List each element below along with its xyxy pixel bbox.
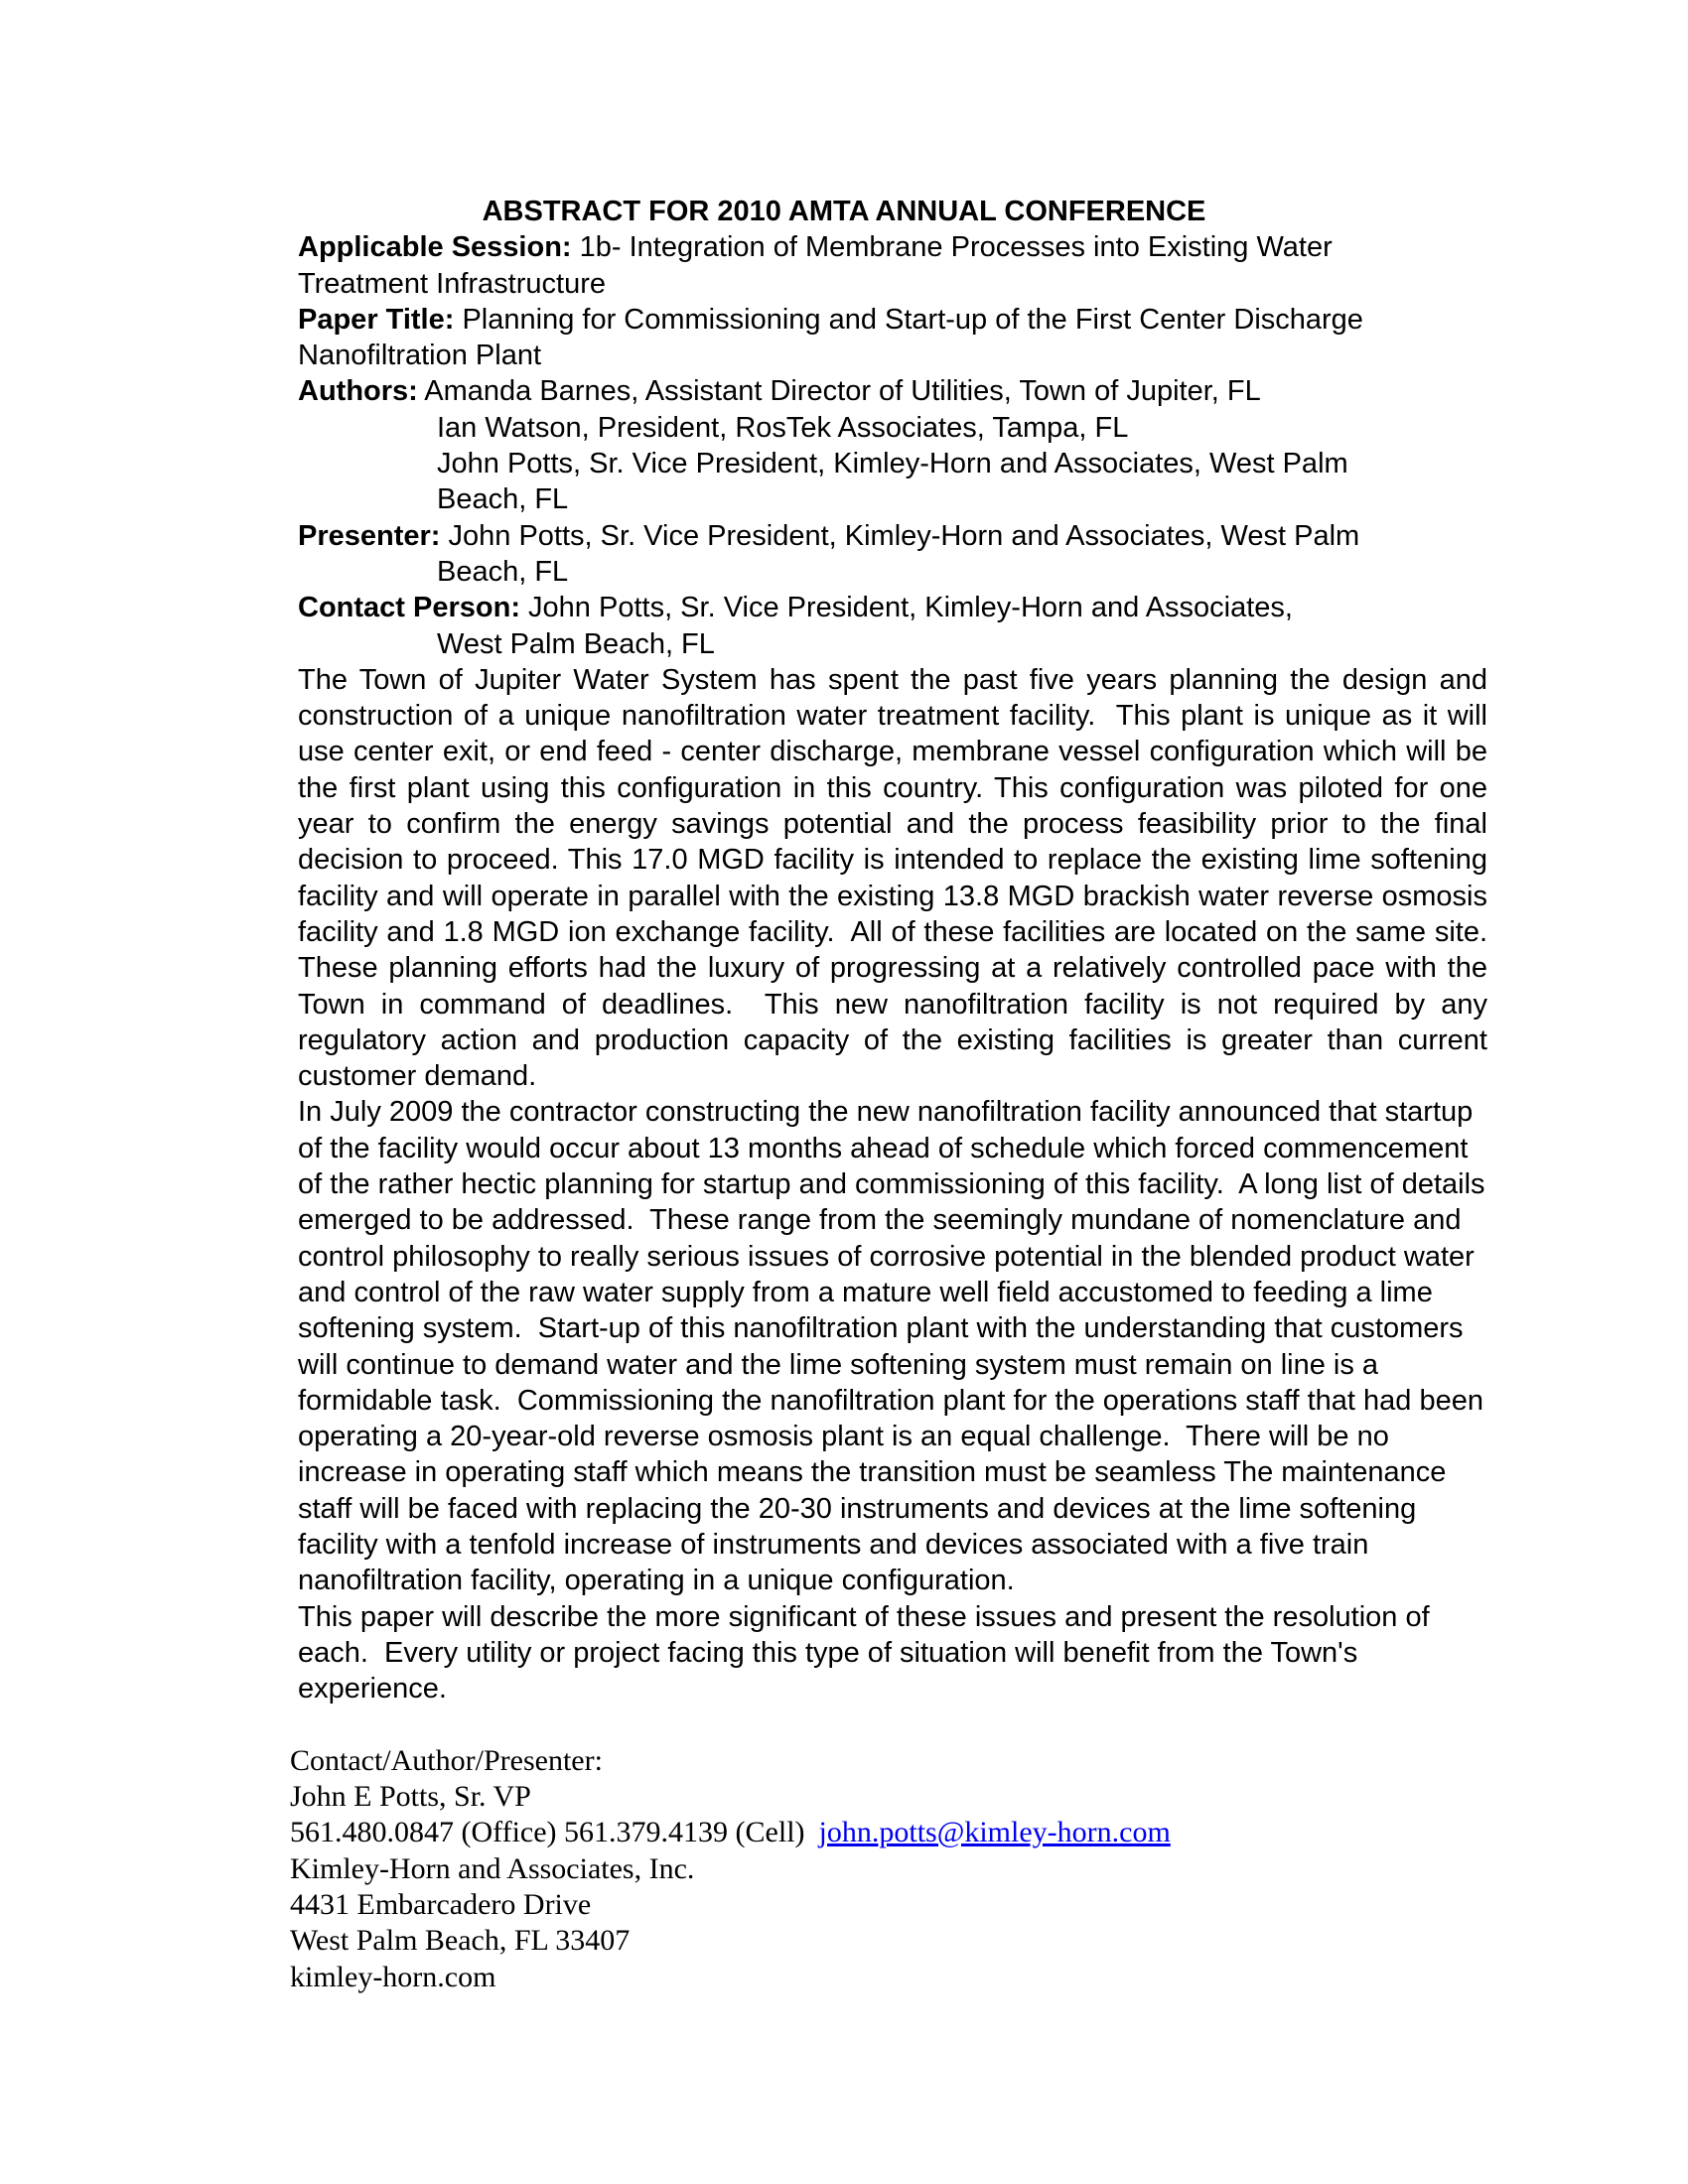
- contact-block: [290, 1743, 1487, 1995]
- contact-address-city: West Palm Beach, FL 33407: [290, 1924, 631, 1958]
- page-title: ABSTRACT FOR 2010 AMTA ANNUAL CONFERENCE: [482, 196, 1206, 227]
- header-row-authors: [298, 373, 1487, 409]
- header-row: [298, 266, 1487, 302]
- header-row-presenter: [298, 518, 1487, 554]
- header-row: [298, 446, 1487, 481]
- header-text: 1b- Integration of Membrane Processes into Existing Water: [571, 231, 1333, 264]
- contact-website: kimley-horn.com: [290, 1960, 496, 1993]
- header-row-paper-title: [298, 302, 1487, 338]
- abstract-paragraph-1: The Town of Jupiter Water System has spent the past five years planning the design and construction of a unique nanofiltration water treatment facility. This plant is unique as it will use center exit, or end feed - center discharge, membrane vessel configuration which will be the first plant using this configuration in this country. This configuration was piloted for one year to confirm the energy savings potential and the process feasibility prior to the final decision to proceed. This 17.0 MGD facility is intended to replace the existing lime softening facility and will operate in parallel with the existing 13.8 MGD brackish water reverse osmosis facility and 1.8 MGD ion exchange facility. All of these facilities are located on the same site. These planning efforts had the luxury of progressing at a relatively controlled pace with the Town in command of deadlines. This new nanofiltration facility is not required by any regulatory action and production capacity of the existing facilities is greater than current customer demand.: [298, 663, 1512, 1093]
- header-row: [298, 554, 1487, 590]
- header-label: Presenter:: [298, 519, 441, 552]
- header-text: John Potts, Sr. Vice President, Kimley-Horn and Associates, West Palm: [437, 448, 1348, 480]
- spacer: [298, 1706, 1487, 1742]
- contact-phone-line: [290, 1815, 1487, 1850]
- contact-address-street: 4431 Embarcadero Drive: [290, 1887, 592, 1921]
- contact-company: Kimley-Horn and Associates, Inc.: [290, 1851, 695, 1885]
- header-text: Beach, FL: [437, 555, 569, 588]
- header-row: [298, 338, 1487, 373]
- header-row-applicable-session: [298, 229, 1487, 265]
- header-text: Treatment Infrastructure: [298, 267, 606, 300]
- header-label: Contact Person:: [298, 592, 520, 624]
- header-text: John Potts, Sr. Vice President, Kimley-Horn and Associates,: [519, 592, 1293, 624]
- header-row: [298, 481, 1487, 517]
- contact-heading: Contact/Author/Presenter:: [290, 1743, 603, 1777]
- header-row: [298, 626, 1487, 662]
- document-content: [290, 194, 1512, 1995]
- header-text: Amanda Barnes, Assistant Director of Utilities, Town of Jupiter, FL: [417, 375, 1261, 408]
- header-label: Authors:: [298, 375, 418, 408]
- abstract-paragraph-2: In July 2009 the contractor constructing the new nanofiltration facility announced that startup of the facility would occur about 13 months ahead of schedule which forced commencement of the rather hectic planning for startup and commissioning of this facility. A long list of details emerged to be addressed. These range from the seemingly mundane of nomenclature and control philosophy to really serious issues of corrosive potential in the blended product water and control of the raw water supply from a mature well field accustomed to feeding a lime softening system. Start-up of this nanofiltration plant with the understanding that customers will continue to demand water and the lime softening system must remain on line is a formidable task. Commissioning the nanofiltration plant for the operations staff that had been operating a 20-year-old reverse osmosis plant is an equal challenge. There will be no increase in operating staff which means the transition must be seamless The maintenance staff will be faced with replacing the 20-30 instruments and devices at the lime softening facility with a tenfold increase of instruments and devices associated with a five train nanofiltration facility, operating in a unique configuration.: [298, 1096, 1493, 1597]
- header-row-contact-person: [298, 590, 1487, 625]
- email-link[interactable]: john.potts@kimley-horn.com: [818, 1816, 1171, 1849]
- header-text: Ian Watson, President, RosTek Associates, Tampa, FL: [437, 411, 1129, 444]
- header-text: West Palm Beach, FL: [437, 627, 715, 660]
- header-row: [298, 410, 1487, 446]
- contact-name: John E Potts, Sr. VP: [290, 1780, 531, 1814]
- header-label: Applicable Session:: [298, 231, 572, 264]
- header-label: Paper Title:: [298, 303, 455, 336]
- abstract-paragraph-3: This paper will describe the more significant of these issues and present the resolution of each. Every utility or project facing this type of situation will benefit from the Town's experience.: [298, 1600, 1438, 1706]
- header-text: Nanofiltration Plant: [298, 340, 542, 372]
- header-text: John Potts, Sr. Vice President, Kimley-Horn and Associates, West Palm: [440, 519, 1360, 552]
- header-text: Planning for Commissioning and Start-up of the First Center Discharge: [454, 303, 1363, 336]
- header-text: Beach, FL: [437, 483, 569, 516]
- contact-phones: 561.480.0847 (Office) 561.379.4139 (Cell): [290, 1816, 805, 1849]
